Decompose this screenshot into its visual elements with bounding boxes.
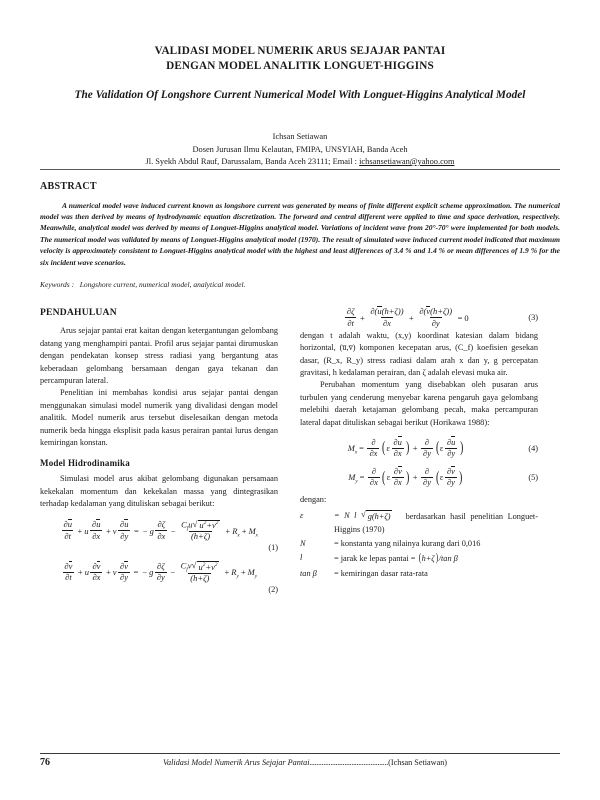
abstract-top-rule bbox=[40, 169, 560, 170]
definition-term-tanbeta: tan β bbox=[300, 568, 317, 578]
author-address-text: Jl. Syekh Abdul Rauf, Darussalam, Banda Aceh 23111; Email : bbox=[145, 157, 360, 166]
equation-2 bbox=[40, 561, 278, 583]
title-line-1: VALIDASI MODEL NUMERIK ARUS SEJAJAR PANTAI bbox=[154, 45, 446, 57]
equation-3 bbox=[300, 307, 538, 327]
footer-running-title bbox=[50, 758, 560, 767]
equation-3-number: (3) bbox=[528, 313, 538, 323]
abstract-heading: ABSTRACT bbox=[40, 180, 97, 192]
equation-5-number: (5) bbox=[528, 472, 538, 482]
equation-1 bbox=[40, 520, 278, 542]
equation-5-expression: $M_y$ = $\frac{\partial}{\partial x}$ ( ε $\frac{\partial v}{\partial x}$ ) + $\frac{\partial}{\partial y}$ ( ε $\frac{\partial v}{\partial y}$ ) bbox=[348, 466, 463, 488]
dengan-label: dengan: bbox=[300, 494, 327, 504]
author-affiliation: Dosen Jurusan Ilmu Kelautan, FMIPA, UNSYIAH, Banda Aceh bbox=[192, 144, 408, 154]
title-block bbox=[40, 44, 560, 103]
definition-value-l: = jarak ke lepas pantai = (h+ζ)/tan β bbox=[334, 550, 458, 565]
equation-4 bbox=[300, 438, 538, 458]
definition-value-tanbeta: = kemiringan dasar rata-rata bbox=[334, 568, 428, 578]
paragraph-momentum: Perubahan momentum yang disebabkan oleh pusaran arus turbulen yang cenderung menyebar karena pengaruh gaya gelombang melebihi daerah ketajaman gelombang pecah, maka percampuran lateral dapat dituliskan sebagai berikut (Horikawa 1988): bbox=[300, 380, 538, 427]
paragraph-intro-1: Arus sejajar pantai erat kaitan dengan ketergantungan gelombang datang yang menghampiri pantai. Profil arus sejajar pantai dirumuskan dengan pendekatan konsep stress radiasi yang bergantung atas keberadaan gelombang bersamaan dengan gaya tekanan dan percampuran lateral. bbox=[40, 326, 278, 385]
body-columns bbox=[40, 307, 560, 594]
author-block bbox=[40, 131, 560, 169]
equation-4-number: (4) bbox=[528, 443, 538, 453]
footer-title-text: Validasi Model Numerik Arus Sejajar Pantai bbox=[162, 758, 310, 767]
definition-tanbeta bbox=[300, 568, 538, 580]
definition-list bbox=[300, 510, 538, 581]
right-column bbox=[300, 307, 538, 594]
paragraph-variable-definitions: dengan t adalah waktu, (x,y) koordinat katesian dalam bidang horizontal, (u̅,v̅) komponen kecepatan arus, (C_f) koefisien gesekan dasar, (R_x, R_y) stress radiasi dalam arah x dan y, g percepatan gravitasi, h kedalaman perairan, dan ζ adalah elevasi muka air. bbox=[300, 330, 538, 377]
section-heading-pendahuluan: PENDAHULUAN bbox=[40, 307, 117, 319]
keywords-line bbox=[40, 279, 560, 290]
footer-dots: ............................................. bbox=[309, 758, 389, 767]
definition-n bbox=[300, 538, 538, 550]
definition-term-epsilon: ε bbox=[300, 510, 304, 520]
definition-term-n: N bbox=[300, 538, 306, 548]
page-footer bbox=[40, 753, 560, 768]
equation-1-expression: $\frac{\partial u}{\partial t}$ + u $\frac{\partial u}{\partial x}$ + v $\frac{\partial u}{\partial y}$ = − g $\frac{\partial\zeta}{\partial x}$ − $C_fu$ √ $u^2+v^2$ (h+ζ) + $R_x$ + $M_x$ bbox=[63, 518, 258, 542]
definition-value-epsilon: = N l √ g(h+ζ) berdasarkan hasil penelitian Longuet-Higgins (1970) bbox=[334, 508, 538, 534]
equation-3-expression: $\frac{\partial\zeta}{\partial t}$ + $\frac{\partial(u(h+\zeta))}{\partial x}$ + $\frac{\partial(v(h+\zeta))}{\partial y}$ = 0 bbox=[346, 306, 469, 328]
keywords-label: Keywords : bbox=[40, 279, 75, 289]
page-number: 76 bbox=[40, 757, 50, 768]
definition-l bbox=[300, 552, 538, 565]
left-column bbox=[40, 307, 278, 594]
author-address bbox=[40, 156, 560, 169]
footer-rule bbox=[40, 753, 560, 754]
equation-2-expression: $\frac{\partial v}{\partial t}$ + u $\frac{\partial v}{\partial x}$ + v $\frac{\partial v}{\partial y}$ = − g $\frac{\partial\zeta}{\partial y}$ − $C_fv$ √ $u^2+v^2$ (h+ζ) + $R_y$ + $M_y$ bbox=[64, 560, 258, 584]
author-email-link[interactable]: ichsansetiawan@yahoo.com bbox=[359, 157, 455, 166]
keywords-value: Longshore current, numerical model, analytical model. bbox=[79, 279, 246, 289]
definition-epsilon bbox=[300, 510, 538, 536]
equation-2-number: (2) bbox=[268, 585, 278, 595]
abstract-text: A numerical model wave induced current known as longshore current was generated by means of finite different explicit scheme approximation. The numerical model was then derived by means of hydrodynamic equation discretization. The forward and central different were applied to time and space derivation, respectively. Meanwhile, analytical model was derived by means of Longuet-Higgins analytical model. Variations of incident wave from 20°-70° were implemented for both models. The numerical model was validated by means of Longuet-Higgins analytical model (1970). The result of simulated wave induced current model indicated that maximum velocity is approximately consistent to Longuet-Higgins analytical model with the highest and least differences of 3.4 % and 1.4 % or mean differences of 1.9 % for the six incident wave scenarios. bbox=[40, 200, 560, 267]
title-line-2: DENGAN MODEL ANALITIK LONGUET-HIGGINS bbox=[166, 60, 434, 72]
footer-row bbox=[40, 757, 560, 768]
definition-value-n: = konstanta yang nilainya kurang dari 0,016 bbox=[334, 538, 481, 548]
paragraph-intro-2: Penelitian ini membahas kondisi arus sejajar pantai dengan menggunakan simulasi model numerik yang divalidasi dengan model analitik. Model numerik arus tersebut diselesaikan dengan metoda numerik beda hingga eksplisit pada kasus perairan pantai lurus dengan kemiringan konstan. bbox=[40, 388, 278, 447]
equation-1-number: (1) bbox=[268, 543, 278, 553]
subsection-heading-hidrodinamika: Model Hidrodinamika bbox=[40, 458, 130, 469]
definition-term-l: l bbox=[300, 553, 303, 563]
paragraph-hidrodinamika: Simulasi model arus akibat gelombang digunakan persamaan kekekalan momentum dan kekekalan massa yang dintegrasikan terhadap kedalaman yang dituliskan sebagai berikut: bbox=[40, 474, 278, 509]
footer-author-ref: (Ichsan Setiawan) bbox=[388, 758, 448, 767]
author-name: Ichsan Setiawan bbox=[272, 132, 328, 141]
definition-l-text: = jarak ke lepas pantai = bbox=[334, 554, 416, 564]
definition-epsilon-text: berdasarkan hasil penelitian Longuet-Higgins (1970) bbox=[334, 511, 538, 534]
equation-4-expression: $M_x$ = $\frac{\partial}{\partial x}$ ( ε $\frac{\partial u}{\partial x}$ ) + $\frac{\partial}{\partial y}$ ( ε $\frac{\partial u}{\partial y}$ ) bbox=[347, 436, 464, 459]
equation-5 bbox=[300, 467, 538, 487]
english-subtitle: The Validation Of Longshore Current Numerical Model With Longuet-Higgins Analytical Model bbox=[74, 89, 526, 101]
